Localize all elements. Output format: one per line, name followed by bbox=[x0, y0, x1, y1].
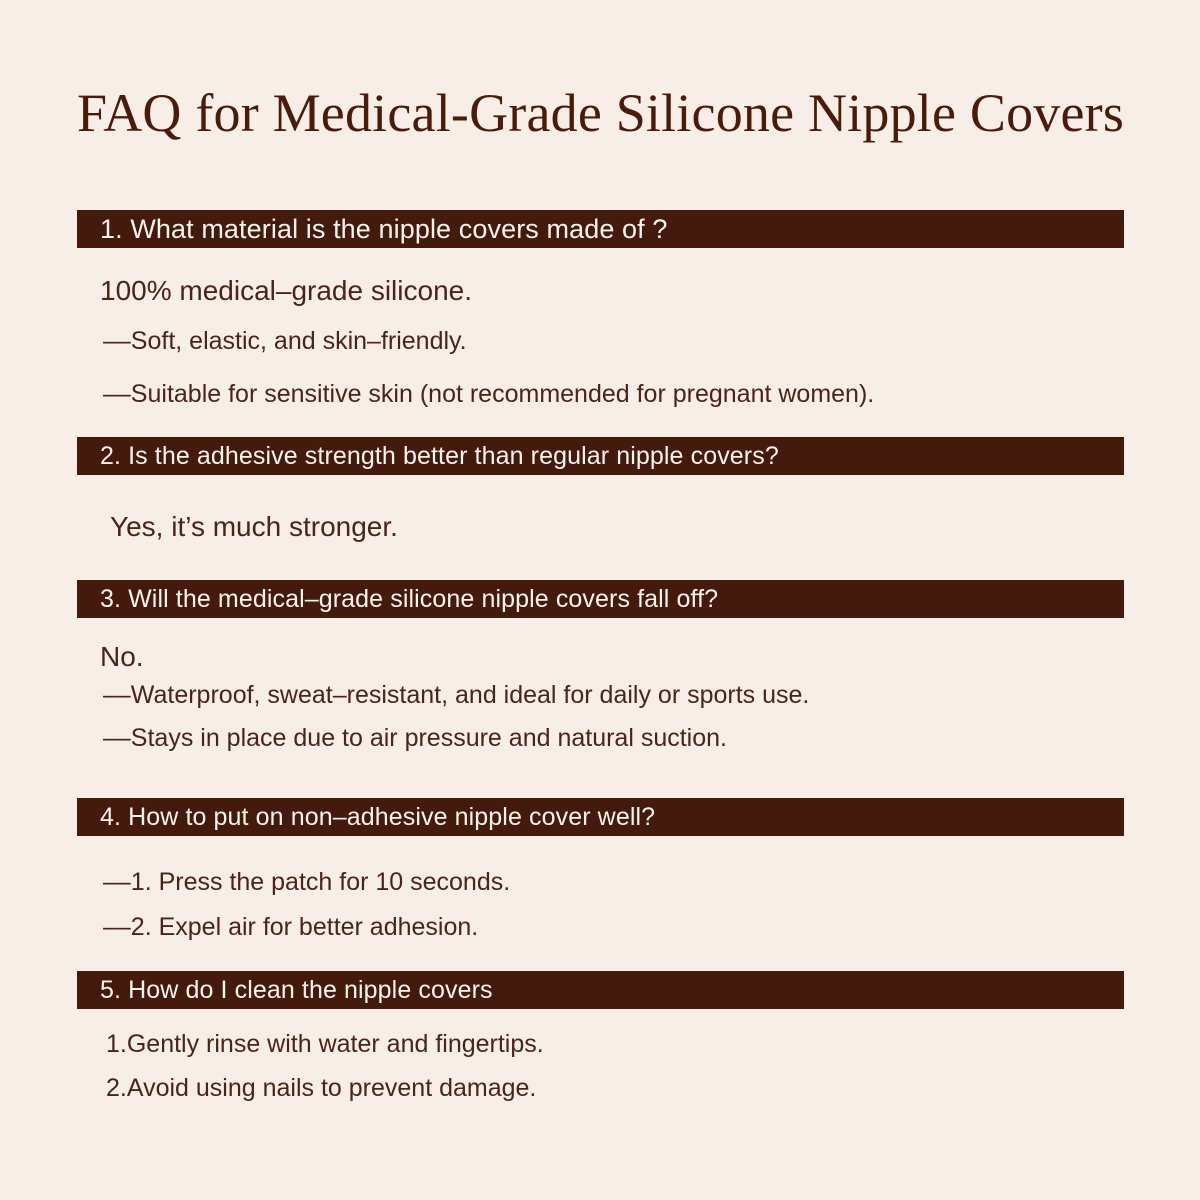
faq-answer-line: 100% medical–grade silicone. bbox=[100, 275, 472, 306]
faq-answer-line: 2.Avoid using nails to prevent damage. bbox=[106, 1074, 537, 1102]
faq-question-label: 1. What material is the nipple covers made of ? bbox=[100, 213, 668, 244]
faq-answer-line: ––Soft, elastic, and skin–friendly. bbox=[103, 327, 467, 355]
faq-answer-line: Yes, it’s much stronger. bbox=[110, 511, 398, 542]
faq-answer-line: ––Stays in place due to air pressure and natural suction. bbox=[103, 724, 727, 752]
faq-question-label: 4. How to put on non–adhesive nipple cover well? bbox=[100, 802, 656, 831]
faq-question-4[interactable] bbox=[77, 798, 1124, 836]
faq-question-label: 5. How do I clean the nipple covers bbox=[100, 975, 493, 1004]
faq-question-1[interactable] bbox=[77, 210, 1124, 248]
faq-answer-line: ––Waterproof, sweat–resistant, and ideal for daily or sports use. bbox=[103, 681, 810, 709]
faq-answer-line: ––Suitable for sensitive skin (not recommended for pregnant women). bbox=[103, 380, 875, 408]
faq-question-label: 3. Will the medical–grade silicone nipple covers fall off? bbox=[100, 584, 719, 613]
faq-question-2[interactable] bbox=[77, 437, 1124, 475]
faq-question-5[interactable] bbox=[77, 971, 1124, 1009]
faq-question-label: 2. Is the adhesive strength better than regular nipple covers? bbox=[100, 441, 779, 470]
faq-answer-line: No. bbox=[100, 641, 144, 672]
faq-answer-line: ––2. Expel air for better adhesion. bbox=[103, 913, 479, 941]
page-title: FAQ for Medical-Grade Silicone Nipple Covers bbox=[77, 83, 1125, 143]
faq-answer-line: 1.Gently rinse with water and fingertips. bbox=[106, 1030, 544, 1058]
faq-answer-line: ––1. Press the patch for 10 seconds. bbox=[103, 868, 511, 896]
faq-question-3[interactable] bbox=[77, 580, 1124, 618]
